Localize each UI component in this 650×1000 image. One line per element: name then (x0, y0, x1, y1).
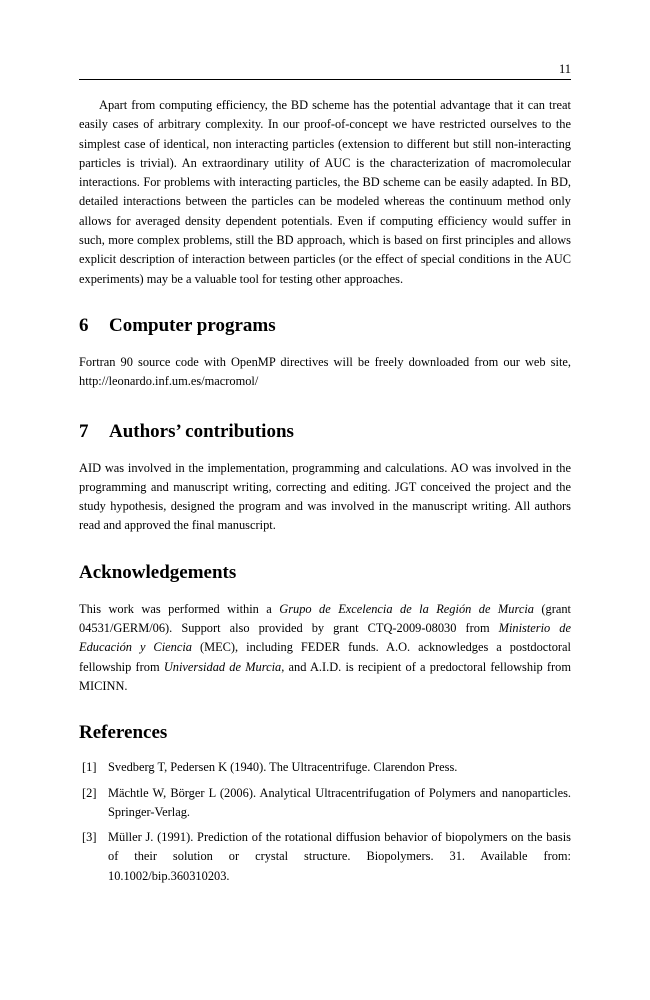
section-title: Computer programs (109, 314, 276, 336)
running-header (79, 62, 571, 80)
ack-text: (grant 04531/GERM/06). Support also provided by grant CTQ-2009-08030 from (79, 601, 571, 636)
section-heading-references: References (79, 722, 168, 744)
reference-label: [3] (82, 830, 97, 845)
section-heading-computer-programs (79, 314, 571, 338)
page-number: 11 (558, 62, 571, 76)
section-heading-acknowledgements: Acknowledgements (79, 561, 237, 583)
acknowledgements-paragraph (79, 600, 571, 696)
page-content (79, 96, 571, 892)
ack-text: This work was performed within a (79, 601, 280, 616)
reference-label: [1] (82, 760, 97, 775)
ack-text: , and A.I.D. is recipient of a predoctoral fellowship from MICINN. (79, 659, 572, 693)
ack-italic-universidad: Universidad de Murcia (163, 659, 282, 674)
section-number: 6 (79, 314, 89, 336)
reference-item (79, 784, 571, 823)
section-heading-authors-contributions (79, 420, 571, 444)
ack-italic-grupo: Grupo de Excelencia de la Región de Murcia (279, 601, 534, 616)
section-title: Authors’ contributions (109, 420, 294, 442)
reference-text: Svedberg T, Pedersen K (1940). The Ultracentrifuge. Clarendon Press. (108, 760, 458, 775)
computer-programs-paragraph: Fortran 90 source code with OpenMP directives will be freely downloaded from our web site, http://leonardo.inf.um.es/macromol/ (79, 354, 571, 389)
reference-item (79, 828, 571, 886)
authors-contributions-paragraph: AID was involved in the implementation, programming and calculations. AO was involved in the programming and manuscript writing, correcting and editing. JGT conceived the project and the study hypothesis, designed the program and was involved in the manuscript writing. All authors read and approved the final manuscript. (79, 460, 571, 533)
ack-italic-ministerio: Ministerio de Educación y Ciencia (79, 621, 571, 655)
reference-text: Mächtle W, Börger L (2006). Analytical Ultracentrifugation of Polymers and nanoparticles. Springer-Verlag. (108, 785, 571, 819)
reference-list (79, 758, 571, 886)
reference-text: Müller J. (1991). Prediction of the rotational diffusion behavior of biopolymers on the basis of their solution or crystal structure. Biopolymers. 31. Available from: 10.1002/bip.360310203. (108, 830, 571, 883)
reference-item (79, 758, 571, 777)
reference-label: [2] (82, 785, 97, 800)
intro-paragraph: Apart from computing efficiency, the BD scheme has the potential advantage that it can treat easily cases of arbitrary complexity. In our proof-of-concept we have restricted ourselves to the simplest case of identical, non interacting particles (extension to different but still non-interacting particles is trivial). An extraordinary utility of AUC is the characterization of macromolecular interactions. For problems with interacting particles, the BD scheme can be easily adapted. In BD, detailed interactions between the particles can be modeled whereas the continuum method only allows for averaged density dependent potentials. Even if computing efficiency would suffer in such, more complex problems, still the BD approach, which is based on first principles and allows explicit description of interaction between particles (or the effect of special conditions in the AUC experiments) may be a valuable tool for testing other approaches. (79, 98, 571, 286)
ack-text: (MEC), including FEDER funds. A.O. acknowledges a postdoctoral fellowship from (79, 640, 571, 674)
section-number: 7 (79, 420, 89, 442)
